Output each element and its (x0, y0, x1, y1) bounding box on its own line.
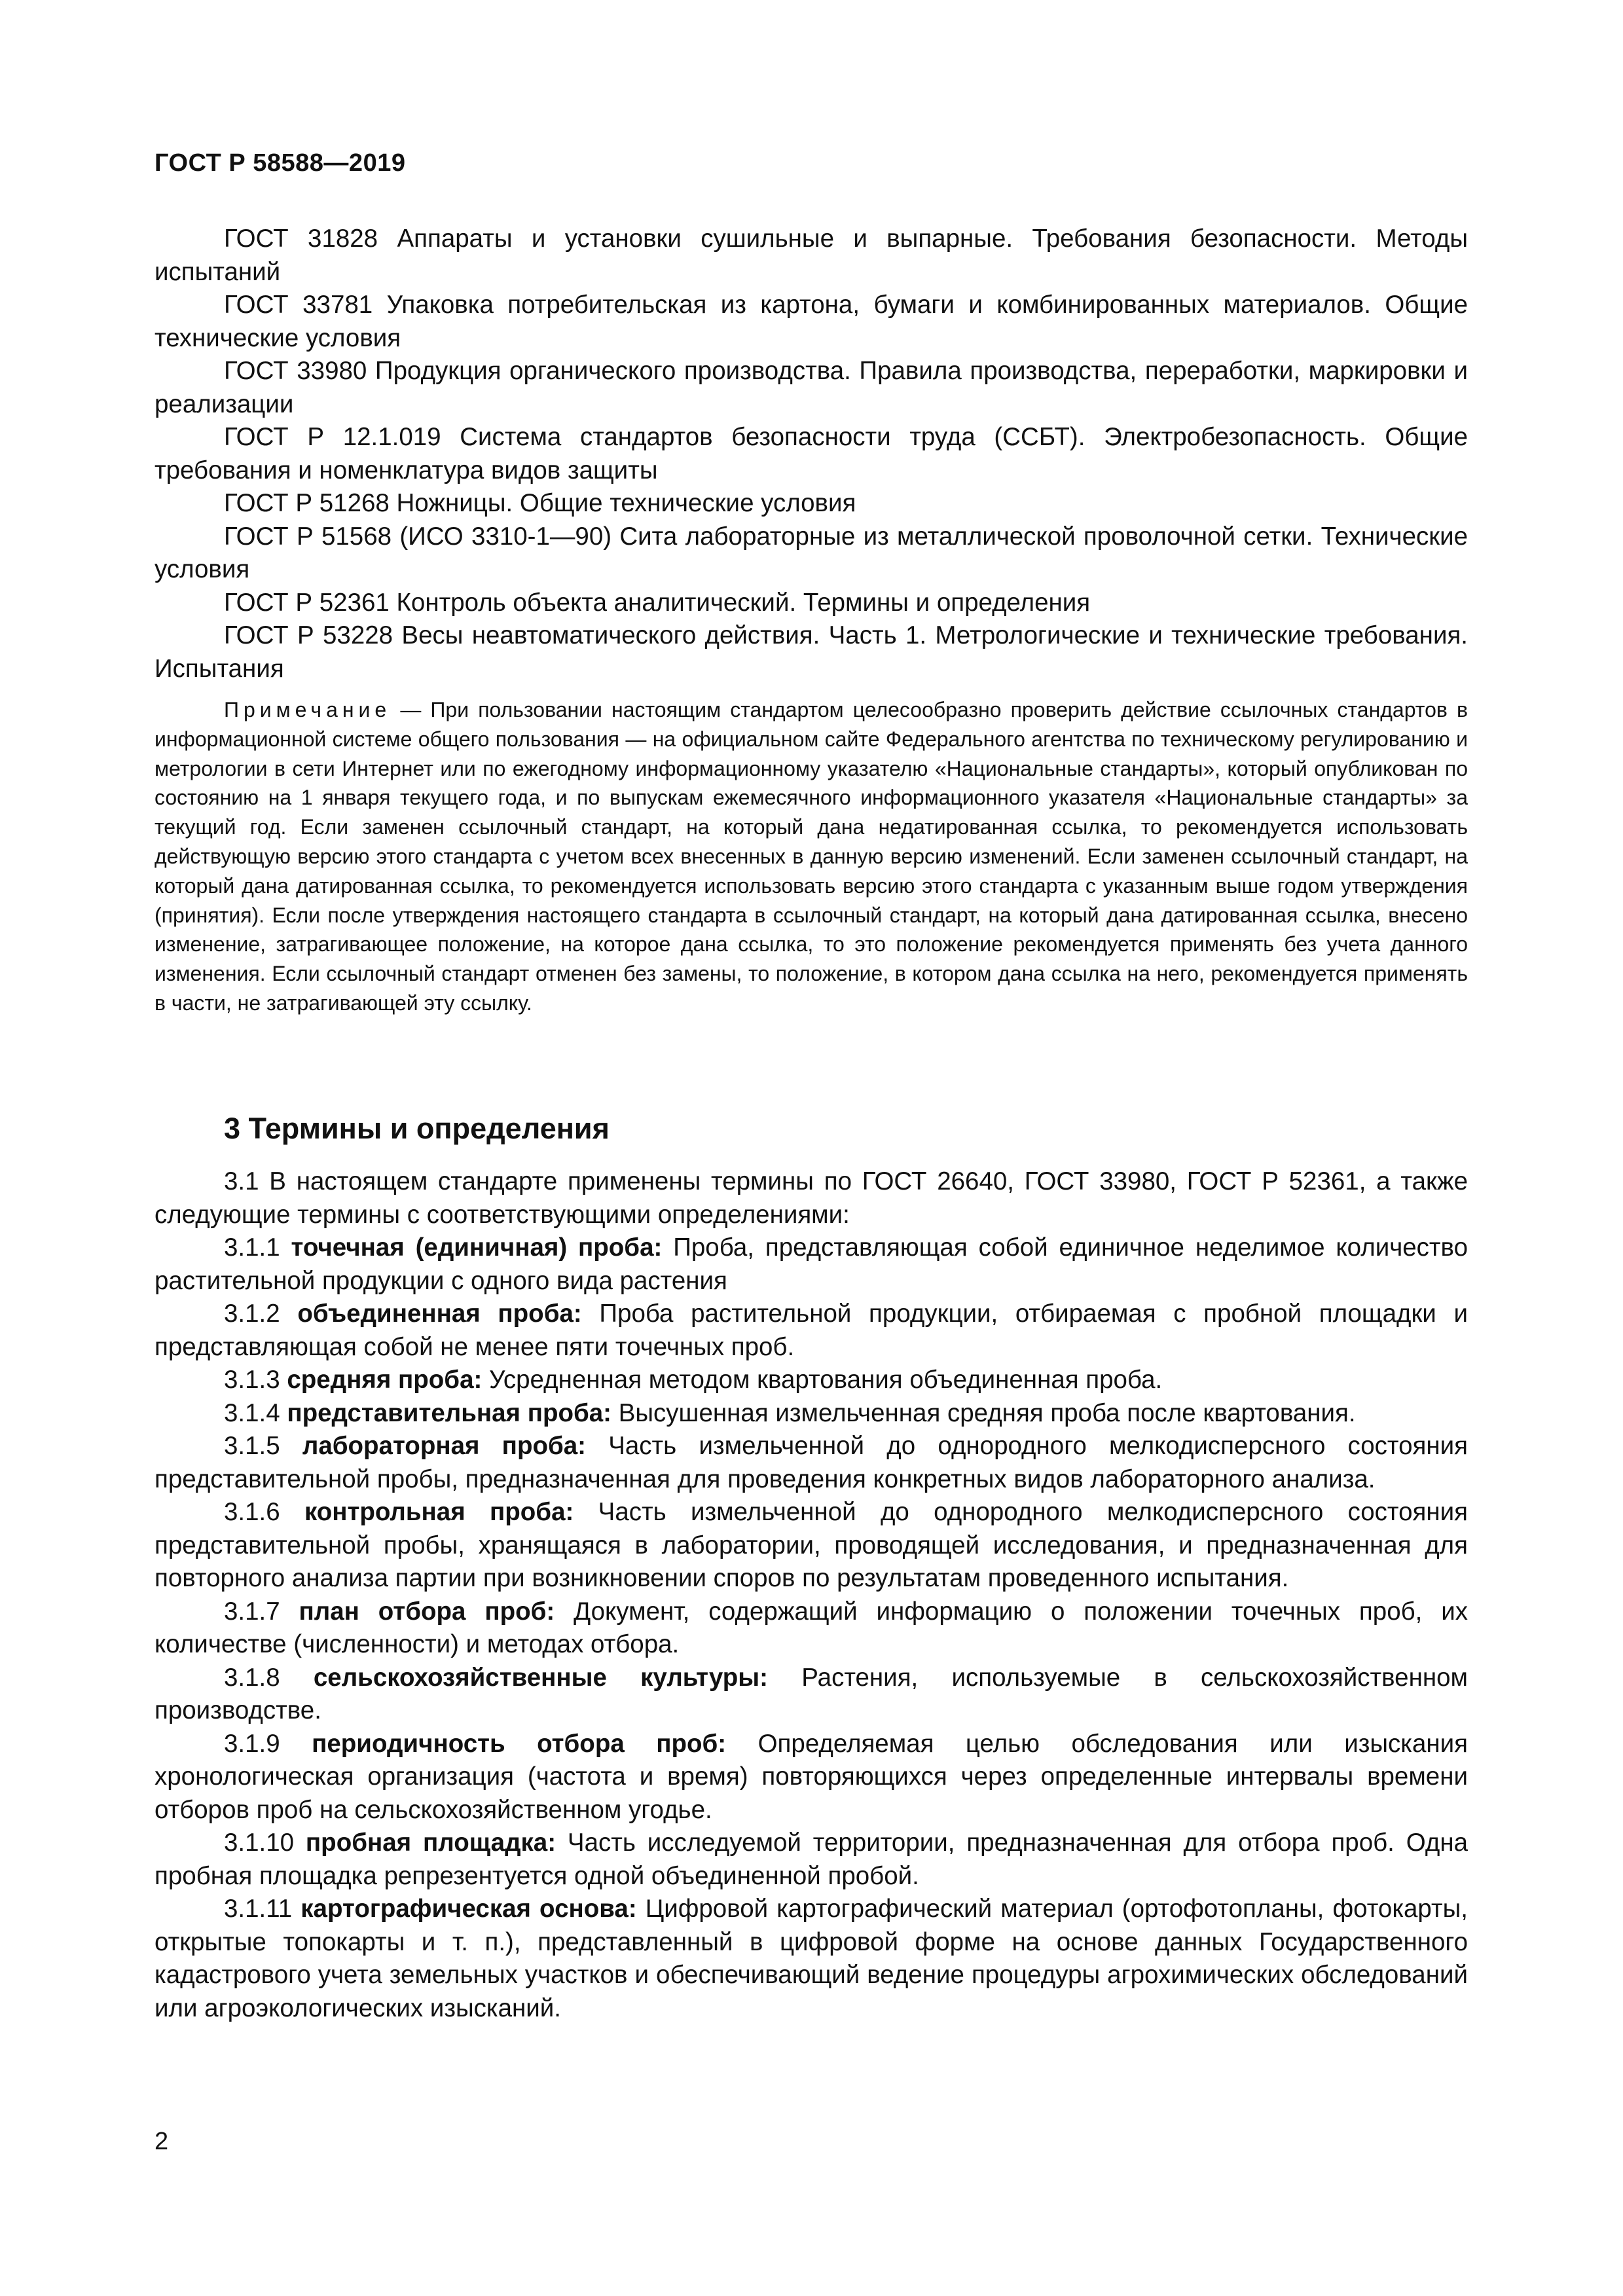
terms-intro: 3.1 В настоящем стандарте применены термины по ГОСТ 26640, ГОСТ 33980, ГОСТ Р 52361, а также следующие термины с соответствующими определениями: (155, 1167, 1468, 1229)
term-name: картографическая основа: (301, 1895, 637, 1923)
term-entry (155, 1496, 1468, 1595)
term-number: 3.1.5 (224, 1432, 280, 1460)
term-entry (155, 1430, 1468, 1496)
reference-item: ГОСТ 33980 Продукция органического производства. Правила производства, переработки, маркировки и реализации (155, 357, 1468, 418)
term-definition: Проба, представляющая собой единичное неделимое количество растительной продукции с одного вида растения (155, 1233, 1468, 1295)
term-definition: Растения, используемые в сельскохозяйственном производстве. (155, 1663, 1468, 1724)
term-definition: Усредненная методом квартования объединенная проба. (489, 1366, 1163, 1394)
note-label: Примечание (224, 698, 392, 721)
normative-references (155, 223, 1468, 685)
term-definition: Документ, содержащий информацию о положении точечных проб, их количестве (численности) и методах отбора. (155, 1597, 1468, 1658)
term-name: представительная проба: (287, 1398, 611, 1427)
term-number: 3.1.8 (224, 1663, 280, 1692)
term-name: объединенная проба: (297, 1300, 582, 1328)
term-definition: Часть измельченной до однородного мелкодисперсного состояния представительной пробы, предназначенная для проведения конкретных видов лабораторного анализа. (155, 1432, 1468, 1493)
section-title: 3 Термины и определения (224, 1112, 610, 1145)
reference-item: ГОСТ Р 12.1.019 Система стандартов безопасности труда (ССБТ). Электробезопасность. Общие требования и номенклатура видов защиты (155, 423, 1468, 484)
terms-list (155, 1165, 1468, 2025)
term-name: пробная площадка: (305, 1829, 556, 1857)
term-entry (155, 1298, 1468, 1364)
term-name: контрольная проба: (304, 1498, 574, 1526)
references-note (155, 695, 1468, 1018)
term-number: 3.1.1 (224, 1233, 280, 1262)
term-number: 3.1.10 (224, 1829, 295, 1857)
term-entry (155, 1364, 1468, 1397)
term-number: 3.1.4 (224, 1398, 280, 1427)
page-number: 2 (155, 2128, 169, 2155)
document-header: ГОСТ Р 58588—2019 (155, 149, 406, 177)
reference-item: ГОСТ Р 51268 Ножницы. Общие технические условия (224, 489, 856, 517)
reference-item: ГОСТ Р 52361 Контроль объекта аналитический. Термины и определения (224, 588, 1091, 617)
term-entry (155, 1662, 1468, 1728)
term-name: сельскохозяйственные культуры: (313, 1663, 769, 1692)
term-number: 3.1.11 (224, 1895, 293, 1923)
term-definition: Часть исследуемой территории, предназначенная для отбора проб. Одна пробная площадка репрезентуется одной объединенной пробой. (155, 1829, 1468, 1890)
note-text: — При пользовании настоящим стандартом целесообразно проверить действие ссылочных стандартов в информационной системе общего пользования — на официальном сайте Федерального агентства по техническому регулированию и метрологии в сети Интернет или по ежегодному информационному указателю «Национальные стандарты», который опубликован по состоянию на 1 января текущего года, и по выпускам ежемесячного информационного указателя «Национальные стандарты» за текущий год. Если заменен ссылочный стандарт, на который дана недатированная ссылка, то рекомендуется использовать действующую версию этого стандарта с учетом всех внесенных в данную версию изменений. Если заменен ссылочный стандарт, на который дана датированная ссылка, то рекомендуется использовать версию этого стандарта с указанным выше годом утверждения (принятия). Если после утверждения настоящего стандарта в ссылочный стандарт, на который дана датированная ссылка, внесено изменение, затрагивающее положение, на которое дана ссылка, то это положение рекомендуется применять без учета данного изменения. Если ссылочный стандарт отменен без замены, то положение, в котором дана ссылка на него, рекомендуется применять в части, не затрагивающей эту ссылку. (155, 698, 1468, 1015)
term-entry (155, 1893, 1468, 2025)
term-name: периодичность отбора проб: (312, 1729, 727, 1758)
term-number: 3.1.2 (224, 1300, 280, 1328)
term-entry (155, 1231, 1468, 1298)
term-entry (155, 1728, 1468, 1827)
term-entry (155, 1595, 1468, 1662)
term-number: 3.1.3 (224, 1366, 280, 1394)
term-number: 3.1.6 (224, 1498, 280, 1526)
term-definition: Определяемая целью обследования или изыскания хронологическая организация (частота и время) повторяющихся через определенные интервалы времени отборов проб на сельскохозяйственном угодье. (155, 1729, 1468, 1824)
reference-item: ГОСТ 33781 Упаковка потребительская из картона, бумаги и комбинированных материалов. Общие технические условия (155, 291, 1468, 352)
term-number: 3.1.9 (224, 1729, 280, 1758)
reference-item: ГОСТ Р 53228 Весы неавтоматического действия. Часть 1. Метрологические и технические требования. Испытания (155, 621, 1468, 683)
term-entry (155, 1827, 1468, 1893)
reference-item: ГОСТ Р 51568 (ИСО 3310-1—90) Сита лабораторные из металлической проволочной сетки. Технические условия (155, 522, 1468, 583)
reference-item: ГОСТ 31828 Аппараты и установки сушильные и выпарные. Требования безопасности. Методы испытаний (155, 225, 1468, 286)
term-definition: Часть измельченной до однородного мелкодисперсного состояния представительной пробы, хранящаяся в лаборатории, проводящей исследования, и предназначенная для повторного анализа партии при возникновении споров по результатам проведенного испытания. (155, 1498, 1468, 1592)
term-name: план отбора проб: (299, 1597, 555, 1626)
term-definition: Проба растительной продукции, отбираемая с пробной площадки и представляющая собой не менее пяти точечных проб. (155, 1300, 1468, 1361)
term-entry (155, 1397, 1468, 1430)
term-name: лабораторная проба: (302, 1432, 586, 1460)
term-number: 3.1.7 (224, 1597, 280, 1626)
term-definition: Цифровой картографический материал (ортофотопланы, фотокарты, открытые топокарты и т. п.), представленный в цифровой форме на основе данных Государственного кадастрового учета земельных участков и обеспечивающий ведение процедуры агрохимических обследований или агроэкологических изысканий. (155, 1895, 1468, 2022)
term-name: точечная (единичная) проба: (291, 1233, 663, 1262)
term-definition: Высушенная измельченная средняя проба после квартования. (618, 1398, 1356, 1427)
term-name: средняя проба: (287, 1366, 483, 1394)
